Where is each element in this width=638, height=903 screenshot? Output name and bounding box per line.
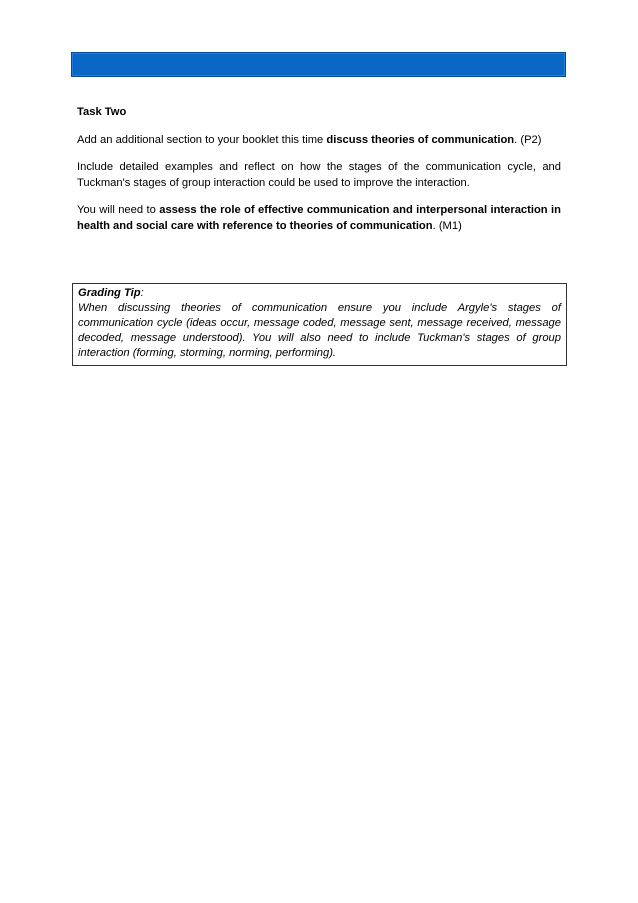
para3-text-after: . (M1) xyxy=(432,220,462,232)
paragraph-assess-role xyxy=(77,202,561,234)
para3-text-before: You will need to xyxy=(77,204,160,216)
grading-tip-text: When discussing theories of communication ensure you include Argyle's stages of communication cycle (ideas occur, message coded, message sent, message received, message decoded, message understood). You will also need to include Tuckman's stages of group interaction (forming, storming, norming, performing). xyxy=(78,302,561,359)
para1-text-after: . (P2) xyxy=(514,134,542,146)
task-content xyxy=(77,104,561,245)
paragraph-include-examples: Include detailed examples and reflect on how the stages of the communication cycle, and Tuckman's stages of group interaction could be used to improve the interaction. xyxy=(77,161,561,189)
grading-tip-heading xyxy=(78,286,561,301)
paragraph-discuss-theories xyxy=(77,132,561,148)
para1-bold: discuss theories of communication xyxy=(326,134,515,146)
grading-tip-label: Grading Tip xyxy=(78,287,141,299)
para3-bold: assess the role of effective communication and interpersonal interaction in health and social care with reference to theories of communication xyxy=(77,204,561,232)
grading-tip-colon: : xyxy=(140,287,144,299)
para1-text-before: Add an additional section to your booklet this time xyxy=(77,134,327,146)
header-bar xyxy=(71,52,566,77)
task-title: Task Two xyxy=(77,106,127,118)
grading-tip-box xyxy=(72,283,567,366)
